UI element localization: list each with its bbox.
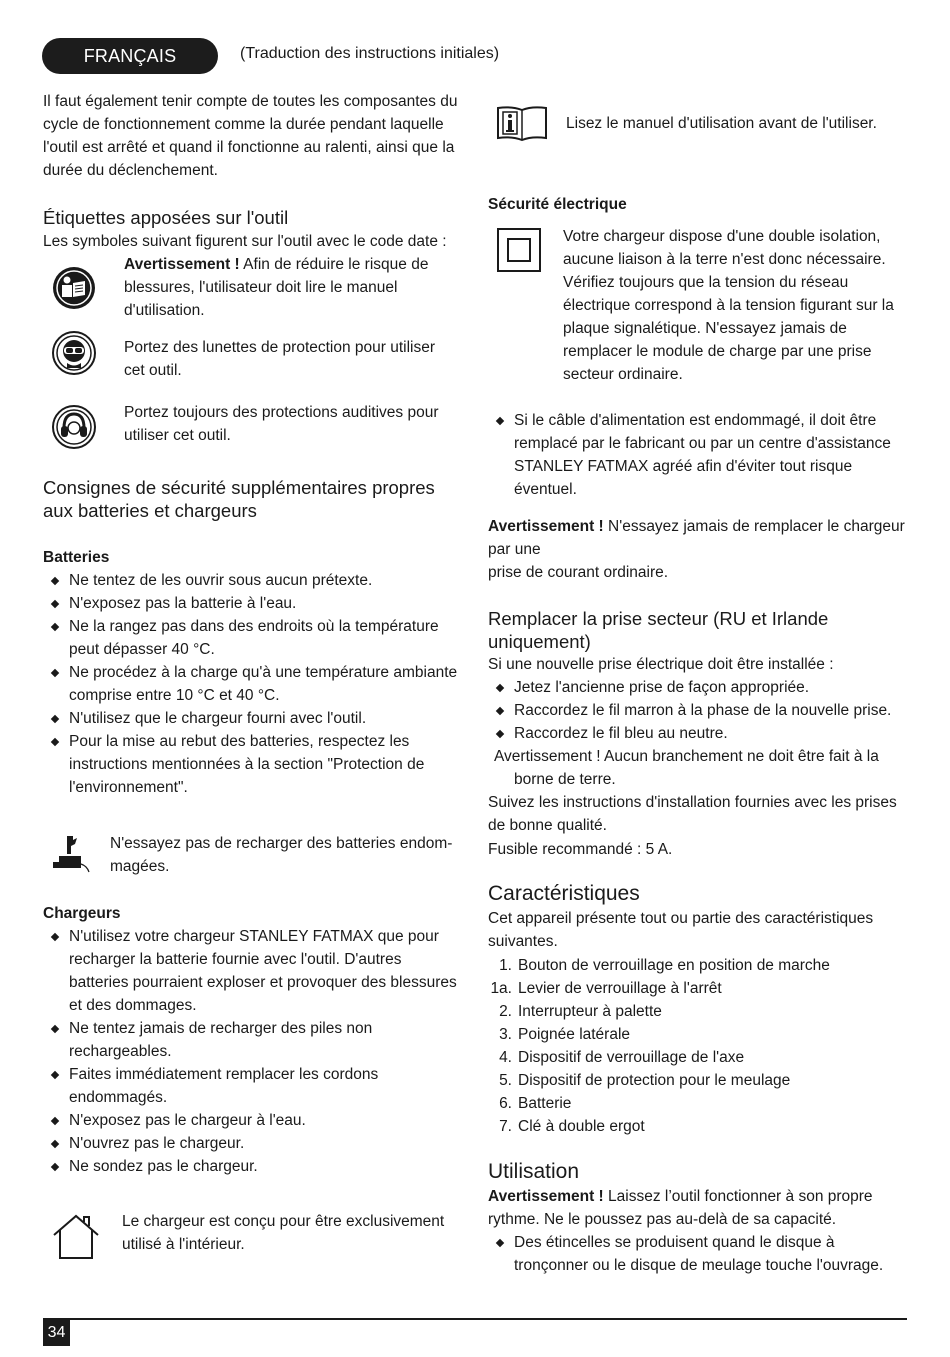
- chargers-heading: Chargeurs: [43, 905, 121, 922]
- list-item: N'utilisez que le chargeur fourni avec l'outil.: [43, 707, 461, 730]
- charger-warning: [488, 515, 908, 584]
- safety-glasses-text: Portez des lunettes de protection pour utiliser cet outil.: [124, 339, 436, 379]
- safety-glasses-icon: [51, 330, 97, 376]
- feature-item: 4. Dispositif de verrouillage de l'axe: [499, 1049, 745, 1066]
- damaged-battery-text: N'essayez pas de recharger des batteries endom- magées.: [110, 835, 453, 875]
- list-item: Des étincelles se produisent quand le disque à tronçonner ou le disque de meulage touche l'ouvrage.: [488, 1231, 908, 1277]
- list-item: Pour la mise au rebut des batteries, respectez les instructions mentionnées à la section "Protection de l'environnement".: [43, 730, 461, 799]
- damaged-battery-icon: [49, 834, 93, 876]
- list-item: Jetez l'ancienne prise de façon appropriée.: [488, 676, 908, 699]
- feature-item: 2. Interrupteur à palette: [499, 1003, 662, 1020]
- batteries-list: [43, 569, 461, 799]
- double-insulation-icon: [496, 227, 542, 273]
- list-item: Raccordez le fil marron à la phase de la nouvelle prise.: [488, 699, 908, 722]
- cable-list: [488, 409, 908, 501]
- plug-warning-line2: borne de terre.: [514, 771, 616, 788]
- indoor-use-house-icon: [51, 1213, 101, 1261]
- plug-intro: Si une nouvelle prise électrique doit être installée :: [488, 656, 834, 673]
- warning-read-manual-text: Avertissement ! Afin de réduire le risque de blessures, l'utilisateur doit lire le manuel d'utilisation.: [124, 256, 429, 319]
- plug-list: [488, 676, 908, 745]
- ear-protection-text: Portez toujours des protections auditives pour utiliser cet outil.: [124, 404, 439, 444]
- chargers-list: [43, 925, 461, 1178]
- charger-warning-line2: prise de courant ordinaire.: [488, 564, 669, 581]
- list-item: Ne sondez pas le chargeur.: [43, 1155, 461, 1178]
- plug-follow-instructions: Suivez les instructions d'installation fournies avec les prises de bonne qualité.: [488, 794, 897, 834]
- language-label: FRANÇAIS: [83, 45, 177, 66]
- feature-item: 7. Clé à double ergot: [499, 1118, 645, 1135]
- page-number: 34: [43, 1320, 70, 1346]
- list-item: N'exposez pas le chargeur à l'eau.: [43, 1109, 461, 1132]
- electric-safety-heading: Sécurité électrique: [488, 196, 627, 213]
- list-item: Ne tentez de les ouvrir sous aucun prétexte.: [43, 569, 461, 592]
- charger-warning-line1: Avertissement ! N'essayez jamais de remplacer le chargeur par une: [488, 518, 905, 558]
- list-item: N'ouvrez pas le chargeur.: [43, 1132, 461, 1155]
- list-item: Ne procédez à la charge qu'à une température ambiante comprise entre 10 °C et 40 °C.: [43, 661, 461, 707]
- feature-item: 1. Bouton de verrouillage en position de marche: [499, 957, 830, 974]
- list-item: Raccordez le fil bleu au neutre.: [488, 722, 908, 745]
- read-manual-book-icon: [496, 104, 548, 144]
- labels-intro: Les symboles suivant figurent sur l'outil avec le code date :: [43, 233, 447, 250]
- list-item: N'utilisez votre chargeur STANLEY FATMAX que pour recharger la batterie fournie avec l'outil. D'autres batteries pourraient exploser et provoquer des blessures et des dommages.: [43, 925, 461, 1017]
- language-badge: [42, 38, 218, 74]
- feature-item: 6. Batterie: [499, 1095, 572, 1112]
- ear-protection-icon: [51, 404, 97, 450]
- feature-item: 5. Dispositif de protection pour le meulage: [499, 1072, 791, 1089]
- list-item: Si le câble d'alimentation est endommagé, il doit être remplacé par le fabricant ou par un centre d'assistance STANLEY FATMAX agréé afin d'éviter tout risque éventuel.: [488, 409, 908, 501]
- read-manual-text: Lisez le manuel d'utilisation avant de l'utiliser.: [566, 115, 877, 132]
- batteries-heading: Batteries: [43, 549, 110, 566]
- intro-paragraph: Il faut également tenir compte de toutes les composantes du cycle de fonctionnement comme la durée pendant laquelle l'outil est arrêté et quand il fonctionne au ralenti, ainsi que la durée du déclenchement.: [43, 93, 458, 179]
- feature-item: 1a. Levier de verrouillage à l'arrêt: [490, 980, 722, 997]
- usage-heading: Utilisation: [488, 1160, 580, 1183]
- fuse-text: Fusible recommandé : 5 A.: [488, 841, 673, 858]
- labels-heading: Étiquettes apposées sur l'outil: [43, 207, 289, 228]
- list-item: Faites immédiatement remplacer les cordons endommagés.: [43, 1063, 461, 1109]
- indoor-use-text: Le chargeur est conçu pour être exclusivement utilisé à l'intérieur.: [122, 1213, 445, 1253]
- features-list: [488, 954, 908, 1138]
- list-item: Ne la rangez pas dans des endroits où la température peut dépasser 40 °C.: [43, 615, 461, 661]
- safety-heading: Consignes de sécurité supplémentaires propres aux batteries et chargeurs: [43, 477, 435, 521]
- double-insulation-text: Votre chargeur dispose d'une double isolation, aucune liaison à la terre n'est donc nécessaire. Vérifiez toujours que la tension du réseau électrique correspond à la tension figurant sur la plaque signalétique. N'essayez jamais de remplacer le module de charge par une prise secteur ordinaire.: [563, 228, 894, 383]
- usage-warning: Avertissement ! Laissez l’outil fonctionner à son propre rythme. Ne le poussez pas au-delà de sa capacité.: [488, 1188, 873, 1228]
- plug-heading: Remplacer la prise secteur (RU et Irlande uniquement): [488, 608, 829, 652]
- plug-warning-line1: Avertissement ! Aucun branchement ne doit être fait à la: [494, 748, 879, 765]
- features-heading: Caractéristiques: [488, 882, 640, 905]
- footer-rule: [43, 1318, 907, 1320]
- list-item: N'exposez pas la batterie à l'eau.: [43, 592, 461, 615]
- list-item: Ne tentez jamais de recharger des piles non rechargeables.: [43, 1017, 461, 1063]
- translation-note: (Traduction des instructions initiales): [240, 45, 500, 62]
- features-intro: Cet appareil présente tout ou partie des caractéristiques suivantes.: [488, 910, 874, 950]
- usage-list: [488, 1231, 908, 1277]
- feature-item: 3. Poignée latérale: [499, 1026, 631, 1043]
- read-manual-warning-icon: [51, 265, 97, 311]
